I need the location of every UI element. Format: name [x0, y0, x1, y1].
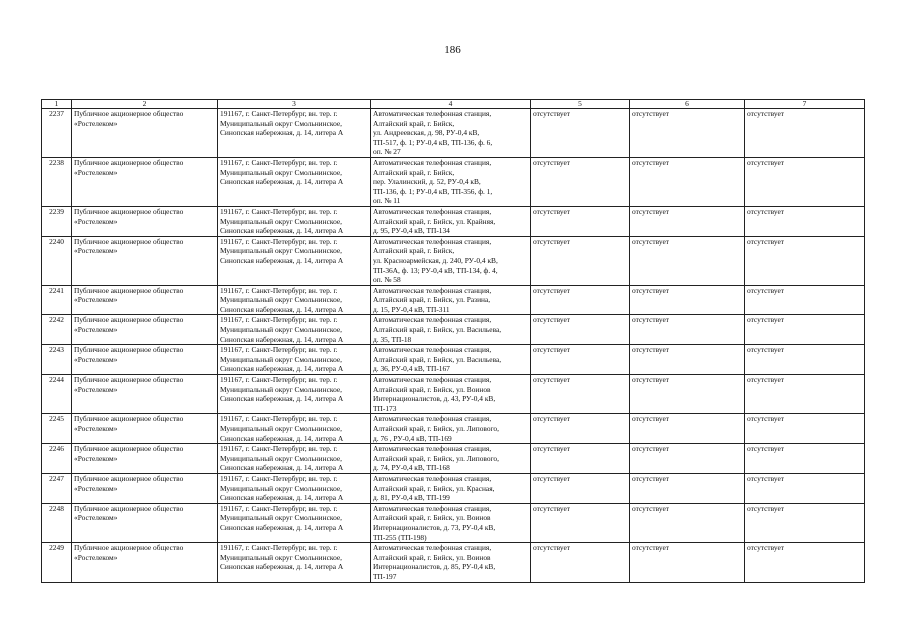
- column-header: 6: [630, 100, 745, 109]
- column7-cell: отсутствует: [745, 236, 865, 285]
- address-cell: [218, 444, 371, 474]
- object-cell-line: Алтайский край, г. Бийск, ул. Липового,: [373, 424, 499, 433]
- address-cell: [218, 375, 371, 414]
- object-cell-line: ТП-173: [373, 403, 397, 413]
- address-cell-line: 191167, г. Санкт-Петербург, вн. тер. г.: [220, 414, 338, 424]
- column7-cell: отсутствует: [745, 414, 865, 444]
- address-cell-line: Синопская набережная, д. 14, литера А: [220, 562, 344, 572]
- table-body: [42, 109, 865, 583]
- address-cell-line: Синопская набережная, д. 14, литера А: [220, 493, 344, 503]
- address-cell-line: 191167, г. Санкт-Петербург, вн. тер. г.: [220, 375, 338, 385]
- address-cell-line: 191167, г. Санкт-Петербург, вн. тер. г.: [220, 473, 338, 483]
- row-number-cell: 2246: [42, 444, 72, 474]
- address-cell-line: 191167, г. Санкт-Петербург, вн. тер. г.: [220, 444, 338, 454]
- column-header: 3: [218, 100, 371, 109]
- owner-cell-line: Публичное акционерное общество: [74, 345, 184, 355]
- column5-cell: отсутствует: [531, 444, 630, 474]
- object-cell-line: оп. № 11: [373, 196, 401, 206]
- object-cell: [371, 414, 531, 444]
- address-cell: [218, 315, 371, 345]
- address-cell-line: Муниципальный округ Смольнинское,: [220, 384, 342, 394]
- object-cell-line: Алтайский край, г. Бийск, ул. Воинов: [373, 384, 491, 394]
- address-cell-line: 191167, г. Санкт-Петербург, вн. тер. г.: [220, 345, 338, 355]
- column7-cell: отсутствует: [745, 375, 865, 414]
- page-number: 186: [444, 44, 461, 56]
- address-cell: [218, 157, 371, 206]
- table-row: [42, 206, 865, 236]
- column-header: 7: [745, 100, 865, 109]
- object-cell-line: Алтайский край, г. Бийск, ул. Разина,: [373, 295, 491, 305]
- column6-cell: отсутствует: [630, 473, 745, 503]
- owner-cell-line: Публичное акционерное общество: [74, 414, 184, 424]
- column6-cell: отсутствует: [630, 206, 745, 236]
- address-cell: [218, 503, 371, 542]
- owner-cell-line: «Ростелеком»: [74, 483, 118, 493]
- address-cell-line: Синопская набережная, д. 14, литера А: [220, 433, 344, 443]
- object-cell: [371, 206, 531, 236]
- column-header: 5: [531, 100, 630, 109]
- owner-cell: [72, 473, 218, 503]
- column6-cell: отсутствует: [630, 157, 745, 206]
- column7-cell: отсутствует: [745, 473, 865, 503]
- object-cell: [371, 543, 531, 582]
- column6-cell: отсутствует: [630, 345, 745, 375]
- owner-cell: [72, 206, 218, 236]
- column5-cell: отсутствует: [531, 375, 630, 414]
- object-cell-line: ТП-517, ф. 1; РУ-0,4 кВ, ТП-136, ф. 6,: [373, 137, 493, 147]
- owner-cell-line: Публичное акционерное общество: [74, 543, 184, 553]
- owner-cell-line: Публичное акционерное общество: [74, 503, 184, 513]
- row-number-cell: 2244: [42, 375, 72, 414]
- address-cell: [218, 206, 371, 236]
- address-cell-line: Муниципальный округ Смольнинское,: [220, 424, 342, 433]
- owner-cell-line: «Ростелеком»: [74, 246, 118, 256]
- address-cell-line: 191167, г. Санкт-Петербург, вн. тер. г.: [220, 109, 338, 118]
- column6-cell: отсутствует: [630, 315, 745, 345]
- owner-cell: [72, 503, 218, 542]
- owner-cell-line: Публичное акционерное общество: [74, 285, 184, 295]
- owner-cell-line: «Ростелеком»: [74, 513, 118, 523]
- address-cell-line: 191167, г. Санкт-Петербург, вн. тер. г.: [220, 206, 338, 216]
- address-cell: [218, 109, 371, 158]
- address-cell-line: Муниципальный округ Смольнинское,: [220, 354, 342, 364]
- owner-cell-line: Публичное акционерное общество: [74, 473, 184, 483]
- object-cell-line: пер. Улалинский, д. 52, РУ-0,4 кВ,: [373, 177, 481, 187]
- object-cell-line: Автоматическая телефонная станция,: [373, 503, 492, 513]
- table-row: [42, 473, 865, 503]
- object-cell-line: Интернационалистов, д. 85, РУ-0,4 кВ,: [373, 562, 496, 572]
- object-cell-line: ТП-197: [373, 571, 397, 581]
- object-cell-line: Алтайский край, г. Бийск, ул. Воинов: [373, 513, 491, 523]
- table-row: [42, 444, 865, 474]
- address-cell-line: 191167, г. Санкт-Петербург, вн. тер. г.: [220, 315, 338, 325]
- object-cell-line: д. 95, РУ-0,4 кВ, ТП-134: [373, 226, 450, 236]
- address-cell-line: 191167, г. Санкт-Петербург, вн. тер. г.: [220, 503, 338, 513]
- address-cell-line: Муниципальный округ Смольнинское,: [220, 483, 342, 493]
- address-cell: [218, 285, 371, 315]
- owner-cell-line: Публичное акционерное общество: [74, 206, 184, 216]
- row-number-cell: 2241: [42, 285, 72, 315]
- address-cell: [218, 414, 371, 444]
- row-number-cell: 2240: [42, 236, 72, 285]
- column7-cell: отсутствует: [745, 503, 865, 542]
- address-cell-line: Синопская набережная, д. 14, литера А: [220, 177, 344, 187]
- column7-cell: отсутствует: [745, 543, 865, 582]
- column5-cell: отсутствует: [531, 285, 630, 315]
- object-cell-line: Алтайский край, г. Бийск, ул. Воинов: [373, 552, 491, 562]
- column6-cell: отсутствует: [630, 503, 745, 542]
- column6-cell: отсутствует: [630, 285, 745, 315]
- column5-cell: отсутствует: [531, 503, 630, 542]
- address-cell-line: Муниципальный округ Смольнинское,: [220, 216, 342, 226]
- address-cell-line: Муниципальный округ Смольнинское,: [220, 552, 342, 562]
- table-row: [42, 543, 865, 582]
- object-cell: [371, 444, 531, 474]
- column5-cell: отсутствует: [531, 315, 630, 345]
- object-cell-line: д. 81, РУ-0,4 кВ, ТП-199: [373, 493, 450, 503]
- address-cell-line: Синопская набережная, д. 14, литера А: [220, 255, 344, 265]
- column5-cell: отсутствует: [531, 345, 630, 375]
- registry-table: [41, 99, 865, 583]
- object-cell-line: Алтайский край, г. Бийск,: [373, 246, 455, 256]
- column6-cell: отсутствует: [630, 444, 745, 474]
- object-cell-line: оп. № 58: [373, 275, 401, 285]
- column7-cell: отсутствует: [745, 345, 865, 375]
- owner-cell: [72, 414, 218, 444]
- object-cell-line: д. 36, РУ-0,4 кВ, ТП-167: [373, 364, 450, 374]
- owner-cell-line: Публичное акционерное общество: [74, 315, 184, 325]
- table-row: [42, 414, 865, 444]
- object-cell-line: ул. Красноармейская, д. 240, РУ-0,4 кВ,: [373, 255, 498, 265]
- address-cell-line: Синопская набережная, д. 14, литера А: [220, 304, 344, 314]
- owner-cell-line: «Ростелеком»: [74, 384, 118, 394]
- owner-cell-line: «Ростелеком»: [74, 552, 118, 562]
- column6-cell: отсутствует: [630, 414, 745, 444]
- owner-cell: [72, 157, 218, 206]
- row-number-cell: 2243: [42, 345, 72, 375]
- owner-cell: [72, 315, 218, 345]
- address-cell: [218, 345, 371, 375]
- column7-cell: отсутствует: [745, 315, 865, 345]
- row-number-cell: 2247: [42, 473, 72, 503]
- object-cell-line: Алтайский край, г. Бийск,: [373, 167, 455, 177]
- address-cell-line: Синопская набережная, д. 14, литера А: [220, 463, 344, 473]
- owner-cell-line: Публичное акционерное общество: [74, 444, 184, 454]
- address-cell-line: Синопская набережная, д. 14, литера А: [220, 226, 344, 236]
- object-cell-line: Алтайский край, г. Бийск,: [373, 118, 455, 128]
- object-cell: [371, 503, 531, 542]
- object-cell-line: Автоматическая телефонная станция,: [373, 285, 492, 295]
- column5-cell: отсутствует: [531, 206, 630, 236]
- table-row: [42, 109, 865, 158]
- object-cell-line: Автоматическая телефонная станция,: [373, 543, 492, 553]
- address-cell-line: Муниципальный округ Смольнинское,: [220, 246, 342, 256]
- address-cell: [218, 543, 371, 582]
- object-cell-line: Автоматическая телефонная станция,: [373, 473, 492, 483]
- object-cell-line: Автоматическая телефонная станция,: [373, 345, 492, 355]
- owner-cell-line: «Ростелеком»: [74, 167, 118, 177]
- row-number-cell: 2249: [42, 543, 72, 582]
- address-cell-line: Синопская набережная, д. 14, литера А: [220, 334, 344, 344]
- owner-cell-line: Публичное акционерное общество: [74, 109, 184, 118]
- column7-cell: отсутствует: [745, 444, 865, 474]
- object-cell-line: Автоматическая телефонная станция,: [373, 206, 492, 216]
- object-cell-line: Алтайский край, г. Бийск, ул. Крайняя,: [373, 216, 496, 226]
- object-cell-line: Автоматическая телефонная станция,: [373, 414, 492, 424]
- object-cell: [371, 236, 531, 285]
- object-cell-line: ТП-36А, ф. 13; РУ-0,4 кВ, ТП-134, ф. 4,: [373, 265, 498, 275]
- column5-cell: отсутствует: [531, 109, 630, 158]
- object-cell: [371, 157, 531, 206]
- row-number-cell: 2237: [42, 109, 72, 158]
- owner-cell: [72, 543, 218, 582]
- object-cell-line: оп. № 27: [373, 147, 401, 157]
- object-cell-line: Алтайский край, г. Бийск, ул. Васильева,: [373, 354, 502, 364]
- object-cell-line: д. 15, РУ-0,4 кВ, ТП-311: [373, 304, 450, 314]
- address-cell-line: Муниципальный округ Смольнинское,: [220, 325, 342, 335]
- owner-cell: [72, 375, 218, 414]
- object-cell: [371, 345, 531, 375]
- row-number-cell: 2245: [42, 414, 72, 444]
- address-cell: [218, 236, 371, 285]
- row-number-cell: 2242: [42, 315, 72, 345]
- address-cell-line: Муниципальный округ Смольнинское,: [220, 295, 342, 305]
- object-cell-line: Интернационалистов, д. 73, РУ-0,4 кВ,: [373, 522, 496, 532]
- object-cell-line: Автоматическая телефонная станция,: [373, 444, 492, 454]
- owner-cell-line: «Ростелеком»: [74, 118, 118, 128]
- object-cell-line: д. 35, ТП-18: [373, 334, 412, 344]
- address-cell-line: 191167, г. Санкт-Петербург, вн. тер. г.: [220, 543, 338, 553]
- owner-cell-line: «Ростелеком»: [74, 424, 118, 433]
- table-row: [42, 157, 865, 206]
- object-cell-line: ТП-255 (ТП-198): [373, 532, 427, 542]
- column6-cell: отсутствует: [630, 109, 745, 158]
- object-cell: [371, 109, 531, 158]
- object-cell-line: Интернационалистов, д. 43, РУ-0,4 кВ,: [373, 394, 496, 404]
- table-row: [42, 315, 865, 345]
- table-row: [42, 503, 865, 542]
- object-cell-line: Автоматическая телефонная станция,: [373, 109, 492, 118]
- owner-cell-line: Публичное акционерное общество: [74, 375, 184, 385]
- column5-cell: отсутствует: [531, 543, 630, 582]
- column5-cell: отсутствует: [531, 236, 630, 285]
- header-row: [42, 100, 865, 109]
- column5-cell: отсутствует: [531, 157, 630, 206]
- row-number-cell: 2248: [42, 503, 72, 542]
- object-cell: [371, 315, 531, 345]
- table-row: [42, 285, 865, 315]
- object-cell: [371, 473, 531, 503]
- address-cell-line: Муниципальный округ Смольнинское,: [220, 513, 342, 523]
- address-cell-line: Муниципальный округ Смольнинское,: [220, 453, 342, 463]
- object-cell-line: д. 76 , РУ-0,4 кВ, ТП-169: [373, 433, 452, 443]
- address-cell-line: 191167, г. Санкт-Петербург, вн. тер. г.: [220, 157, 338, 167]
- column7-cell: отсутствует: [745, 206, 865, 236]
- owner-cell-line: «Ростелеком»: [74, 216, 118, 226]
- column6-cell: отсутствует: [630, 375, 745, 414]
- address-cell: [218, 473, 371, 503]
- object-cell-line: Автоматическая телефонная станция,: [373, 157, 492, 167]
- column5-cell: отсутствует: [531, 473, 630, 503]
- owner-cell-line: «Ростелеком»: [74, 325, 118, 335]
- object-cell-line: Алтайский край, г. Бийск, ул. Липового,: [373, 453, 499, 463]
- column6-cell: отсутствует: [630, 543, 745, 582]
- column7-cell: отсутствует: [745, 285, 865, 315]
- object-cell-line: Автоматическая телефонная станция,: [373, 315, 492, 325]
- address-cell-line: Синопская набережная, д. 14, литера А: [220, 394, 344, 404]
- owner-cell: [72, 345, 218, 375]
- address-cell-line: Муниципальный округ Смольнинское,: [220, 167, 342, 177]
- object-cell-line: Алтайский край, г. Бийск, ул. Красная,: [373, 483, 495, 493]
- owner-cell-line: Публичное акционерное общество: [74, 157, 184, 167]
- object-cell-line: д. 74, РУ-0,4 кВ, ТП-168: [373, 463, 450, 473]
- table-row: [42, 345, 865, 375]
- column-header: 1: [42, 100, 72, 109]
- table-row: [42, 375, 865, 414]
- column5-cell: отсутствует: [531, 414, 630, 444]
- column-header: 4: [371, 100, 531, 109]
- owner-cell-line: «Ростелеком»: [74, 453, 118, 463]
- object-cell: [371, 285, 531, 315]
- column7-cell: отсутствует: [745, 109, 865, 158]
- address-cell-line: Синопская набережная, д. 14, литера А: [220, 128, 344, 138]
- object-cell-line: ТП-136, ф. 1; РУ-0,4 кВ, ТП-356, ф. 1,: [373, 186, 493, 196]
- object-cell: [371, 375, 531, 414]
- owner-cell-line: Публичное акционерное общество: [74, 236, 184, 246]
- owner-cell: [72, 444, 218, 474]
- owner-cell: [72, 236, 218, 285]
- row-number-cell: 2239: [42, 206, 72, 236]
- owner-cell-line: «Ростелеком»: [74, 354, 118, 364]
- table-row: [42, 236, 865, 285]
- address-cell-line: Синопская набережная, д. 14, литера А: [220, 364, 344, 374]
- object-cell-line: Автоматическая телефонная станция,: [373, 375, 492, 385]
- object-cell-line: Автоматическая телефонная станция,: [373, 236, 492, 246]
- address-cell-line: Муниципальный округ Смольнинское,: [220, 118, 342, 128]
- column7-cell: отсутствует: [745, 157, 865, 206]
- column-header: 2: [72, 100, 218, 109]
- row-number-cell: 2238: [42, 157, 72, 206]
- address-cell-line: 191167, г. Санкт-Петербург, вн. тер. г.: [220, 236, 338, 246]
- address-cell-line: Синопская набережная, д. 14, литера А: [220, 522, 344, 532]
- owner-cell-line: «Ростелеком»: [74, 295, 118, 305]
- object-cell-line: ул. Андреевская, д. 98, РУ-0,4 кВ,: [373, 128, 480, 138]
- address-cell-line: 191167, г. Санкт-Петербург, вн. тер. г.: [220, 285, 338, 295]
- owner-cell: [72, 109, 218, 158]
- object-cell-line: Алтайский край, г. Бийск, ул. Васильева,: [373, 325, 502, 335]
- column6-cell: отсутствует: [630, 236, 745, 285]
- owner-cell: [72, 285, 218, 315]
